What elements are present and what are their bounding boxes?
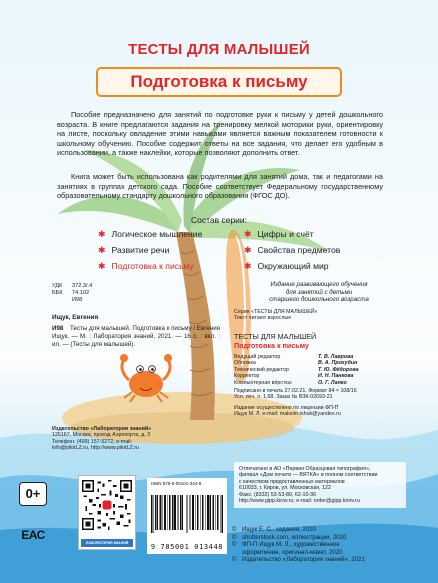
book-title: Подготовка к письму: [96, 67, 342, 97]
intro-paragraph-2: Книга может быть использована как родителями для занятий дома, так и педагогами на занятиях в группах детского сада. Пособие соответствует Федеральному государственному образовательному стандарту дошкольного образования (ФГОС ДО).: [57, 172, 383, 201]
author-name: Ищук, Евгения: [52, 314, 99, 321]
bib-text: Тесты для малышей. Подготовка к письму / Евгения Ищук. — М. : Лаборатория знаний, 2021. — 16 с. : вкл. : ил. — (Тесты для малышей).: [52, 325, 220, 349]
series-title: ТЕСТЫ ДЛЯ МАЛЫШЕЙ: [128, 41, 310, 58]
star-icon: ✱: [98, 229, 106, 239]
qr-code: [78, 475, 136, 550]
series-list-heading: Состав серии:: [190, 215, 248, 225]
intro-paragraph-1: Пособие предназначено для занятий по подготовке руки к письму у детей дошкольного возраста. В книге предлагаются задания на тренировку мелкой моторики руки, ориентировку на листе, поскольку овладение этими навыками является важным показателем готовности к школьному обучению. Пособие содержит ответы на все задания, что делает его удобным в использовании, а также наклейки, которые позволяют дополнить ответ.: [57, 110, 383, 158]
series-item-world: ✱ Окружающий мир: [244, 261, 329, 271]
qr-code-graphic: [82, 480, 132, 530]
series-item-numbers: ✱ Цифры и счёт: [244, 229, 314, 239]
series-item-speech: ✱ Развитие речи: [98, 245, 170, 255]
series-item-properties: ✱ Свойства предметов: [244, 245, 341, 255]
star-icon: ✱: [244, 245, 252, 255]
series-item-logic: ✱ Логическое мышление: [98, 229, 203, 239]
isbn-number: ISBN 978-5-00101-344-8: [151, 481, 202, 486]
credits-list: Ведущий редактор Т. В. Лаврова Обложка В. А. Прохудин Технический редактор Т. Ю. Фёдорова Корректор И. Н. Панкова Компьютерная вёрстка: О. Г. Лапко Подписано в печать 27.02.21. Формат 84 × 108/16 Усл. печ. л. 1,68. Заказ № ВЗК-02693-21 Издание осуществлено по лицензии ФП-П Ищук М. Л. e-mail: maksim-ishuk@yandex.ru: [234, 354, 359, 418]
printing-info: Отпечатано в АО «Первая Образцовая типография», филиал «Дом печати — ВЯТКА» в полном соответствии с качеством предоставленных материалов 610033, г. Киров, ул. Московская, 122 Факс: (8332) 53-53-80, 62-10-36 http://www.gipp.kirov.ru; e-mail: order@gipp.kirov.ru: [234, 462, 406, 508]
star-icon: ✱: [98, 245, 106, 255]
barcode-digits: 9 785001 013448: [150, 543, 224, 551]
qr-caption: ЛАБОРАТОРИЯ ЗНАНИЙ: [81, 539, 133, 547]
crab-illustration: [120, 354, 172, 402]
isbn-barcode: [147, 478, 227, 554]
catalog-codes: УДК 372.3/.4 ББК 74.102 И98: [52, 283, 93, 303]
publisher-info: Издательство «Лаборатория знаний» 125167, Москва, проезд Аэропорта, д. 3 Телефон: (499) 157-5272, e-mail: info@pilotLZ.ru, http://www.pilotLZ.ru: [52, 426, 152, 452]
star-icon: ✱: [244, 261, 252, 271]
series-note: Серия «ТЕСТЫ ДЛЯ МАЛЫШЕЙ» Текст читают взрослые: [234, 309, 318, 322]
edition-note: Издание развивающего обучения для занятий с детьми старшего дошкольного возраста: [269, 281, 369, 304]
bib-code: И98: [52, 325, 64, 332]
age-rating-badge: 0+: [19, 482, 47, 506]
copyright-block: © Ищук Е. С., задания, 2020 © shutterstock.com, иллюстрации, 2020 © ФП-П Ищук М. Л., художественное оформление, оригинал-макет, 2020 © Издательство «Лаборатория знаний», 2021: [232, 526, 365, 564]
eac-mark: ЕАС: [21, 528, 45, 542]
star-icon: ✱: [98, 261, 106, 271]
star-icon: ✱: [244, 229, 252, 239]
bibliographic-record: [52, 325, 220, 350]
barcode-graphic: [151, 489, 223, 539]
series-item-writing: ✱ Подготовка к письму: [98, 261, 194, 271]
imprint-book-title: ТЕСТЫ ДЛЯ МАЛЫШЕЙ Подготовка к письму: [234, 332, 317, 350]
